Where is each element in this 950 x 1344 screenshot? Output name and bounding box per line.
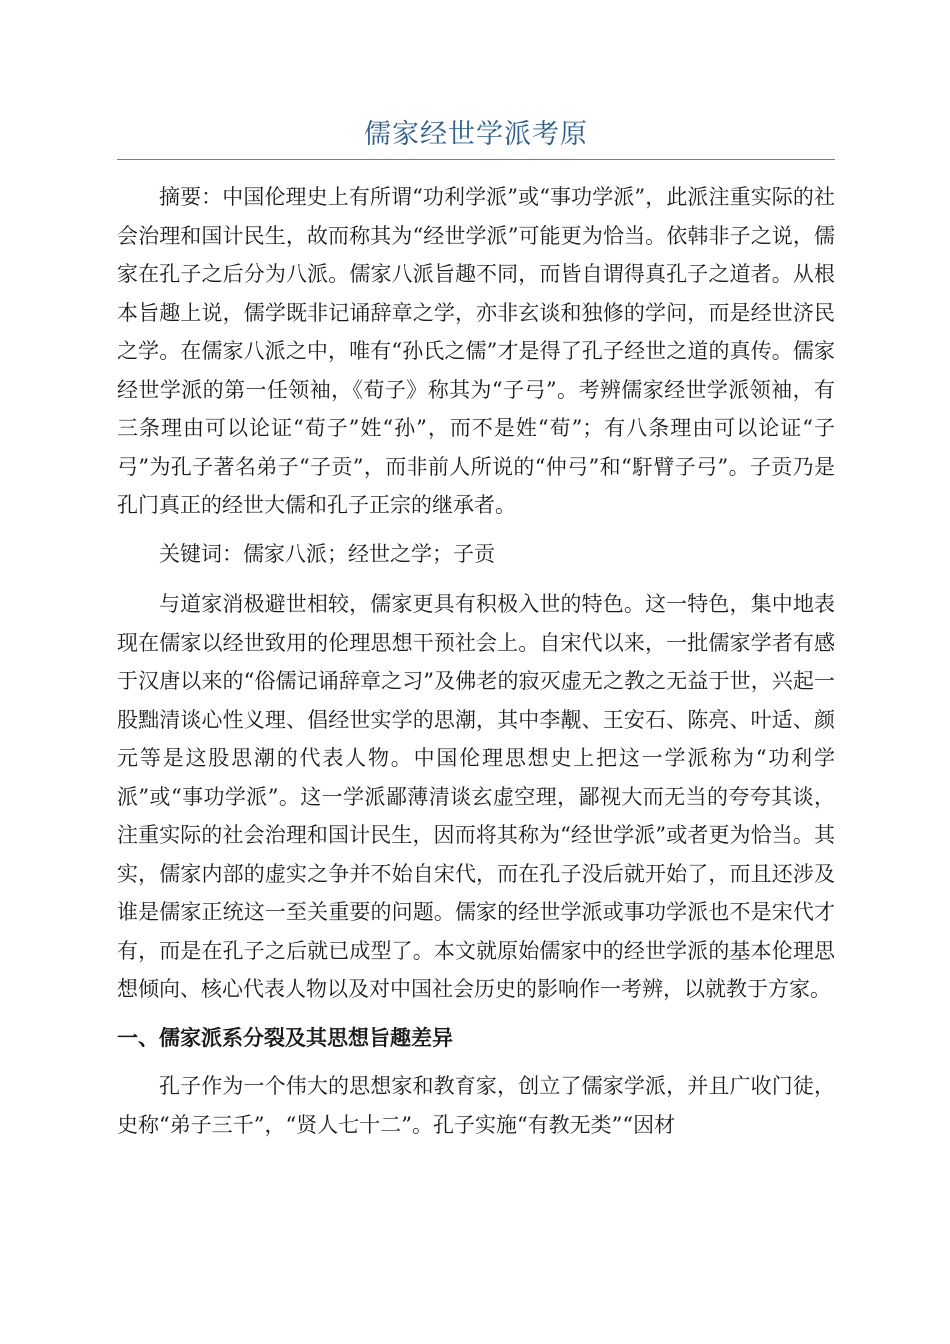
document-title: 儒家经世学派考原: [117, 112, 835, 160]
intro-paragraph: 与道家消极避世相较，儒家更具有积极入世的特色。这一特色，集中地表现在儒家以经世致用的伦理思想干预社会上。自宋代以来，一批儒家学者有感于汉唐以来的“俗儒记诵辞章之习”及佛老的寂灭虚无之教之无益于世，兴起一股黜清谈心性义理、倡经世实学的思潮，其中李觏、王安石、陈亮、叶适、颜元等是这股思潮的代表人物。中国伦理思想史上把这一学派称为“功利学派”或“事功学派”。这一学派鄙薄清谈玄虚空理，鄙视大而无当的夸夸其谈，注重实际的社会治理和国计民生，因而将其称为“经世学派”或者更为恰当。其实，儒家内部的虚实之争并不始自宋代，而在孔子没后就开始了，而且还涉及谁是儒家正统这一至关重要的问题。儒家的经世学派或事功学派也不是宋代才有，而是在孔子之后就已成型了。本文就原始儒家中的经世学派的基本伦理思想倾向、核心代表人物以及对中国社会历史的影响作一考辨，以就教于方家。: [117, 592, 835, 1001]
keywords-line: 关键词：儒家八派；经世之学；子贡: [159, 541, 495, 566]
section-1-paragraph: 孔子作为一个伟大的思想家和教育家，创立了儒家学派，并且广收门徒，史称“弟子三千”，“贤人七十二”。孔子实施“有教无类”“因材: [117, 1074, 835, 1137]
section-heading-1: 一、儒家派系分裂及其思想旨趣差异: [117, 1025, 453, 1050]
abstract-paragraph: 摘要：中国伦理史上有所谓“功利学派”或“事功学派”，此派注重实际的社会治理和国计民生，故而称其为“经世学派”可能更为恰当。依韩非子之说，儒家在孔子之后分为八派。儒家八派旨趣不同，而皆自谓得真孔子之道者。从根本旨趣上说，儒学既非记诵辞章之学，亦非玄谈和独修的学问，而是经世济民之学。在儒家八派之中，唯有“孙氏之儒”才是得了孔子经世之道的真传。儒家经世学派的第一任领袖，《荀子》称其为“子弓”。考辨儒家经世学派领袖，有三条理由可以论证“荀子”姓“孙”，而不是姓“荀”；有八条理由可以论证“子弓”为孔子著名弟子“子贡”，而非前人所说的“仲弓”和“馯臂子弓”。子贡乃是孔门真正的经世大儒和孔子正宗的继承者。: [117, 185, 835, 517]
document-page: [117, 112, 835, 1154]
